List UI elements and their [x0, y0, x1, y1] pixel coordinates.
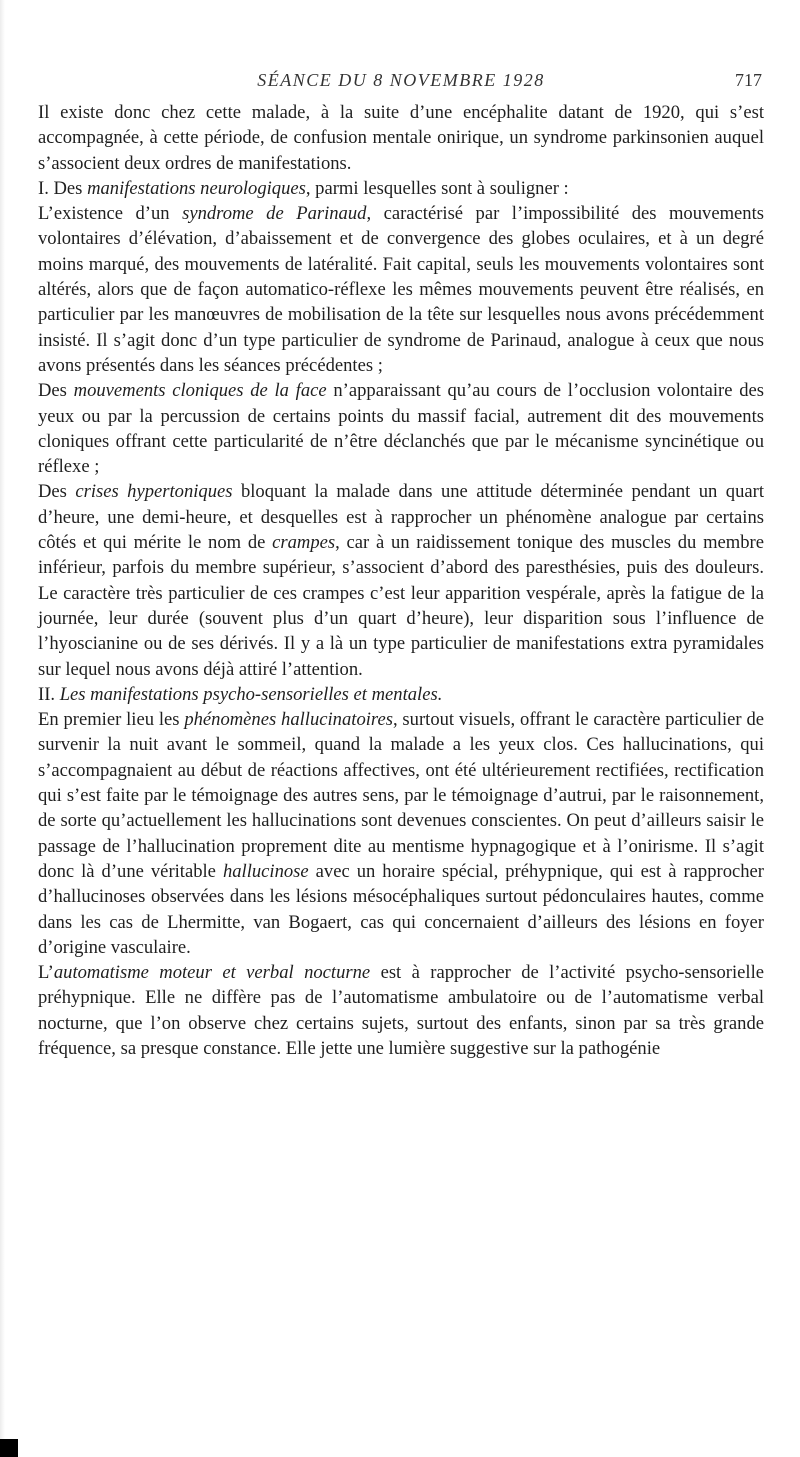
clonic-text: n’apparaissant qu’au cours de l’occlusion volontaire des yeux ou par la percussion de certains points du massif facial, autrement dit des mouvements cloniques offrant cette particularité de n’être déclanchés que par le mécanisme syncinétique ou réflexe ;: [38, 380, 764, 478]
clonic-prefix: Des: [38, 380, 74, 402]
parinaud-term: syndrome de Parinaud: [182, 203, 367, 225]
hallucinatory-term: phénomènes hallucinatoires: [184, 709, 393, 731]
hallucinose-term: hallucinose: [222, 860, 309, 882]
paragraph-nocturnal-automatism: [38, 960, 764, 1061]
automatism-term: automatisme moteur et verbal nocturne: [53, 962, 371, 984]
parinaud-prefix: L’existence d’un: [38, 203, 183, 225]
section-number-prefix: I. Des: [38, 177, 88, 199]
body-text: [38, 100, 764, 1061]
hypertonic-text: , car à un raidissement tonique des muscles du membre inférieur, parfois du membre supérieur, s’associent d’abord des paresthésies, puis des douleurs. Le caractère très particulier de ces crampes c’est leur apparition vespérale, après la fatigue de la journée, leur durée (souvent plus d’un quart d’heure), leur disparition sous l’influence de l’hyoscianine ou de ses dérivés. Il y a là un type particulier de manifestations extra pyramidales sur lequel nous avons déjà attiré l’attention.: [38, 532, 764, 680]
automatism-prefix: L’: [38, 962, 54, 984]
hypertonic-term: crises hypertoniques: [75, 481, 233, 503]
section-heading-psychosensory: [38, 682, 764, 707]
section-heading-rest: , parmi lesquelles sont à souligner :: [305, 177, 569, 199]
hallucinatory-text: avec un horaire spécial, préhypnique, qui est à rapprocher d’hallucinoses observées dans les lésions mésocéphaliques surtout pédonculaires hautes, comme dans les cas de Lhermitte, van Bogaert, cas qui concernaient d’ailleurs des lésions en foyer d’origine vasculaire.: [38, 860, 764, 958]
page-gutter-shadow: [0, 0, 5, 1457]
cramps-term: crampes: [272, 532, 336, 554]
paragraph-intro-text: Il existe donc chez cette malade, à la suite d’une encéphalite datant de 1920, qui s’est accompagnée, à cette période, de confusion mentale onirique, un syndrome parkinsonien auquel s’associent deux ordres de manifestations.: [38, 102, 764, 174]
paragraph-clonic-movements: [38, 378, 764, 479]
section-title-neurological: manifestations neurologiques: [87, 177, 306, 199]
automatism-text: est à rapprocher de l’activité psycho-sensorielle préhypnique. Elle ne diffère pas de l’automatisme ambulatoire ou de l’automatisme verbal nocturne, que l’on observe chez certains sujets, surtout des enfants, sinon par sa très grande fréquence, sa presque constance. Elle jette une lumière suggestive sur la pathogénie: [38, 962, 764, 1059]
paragraph-hallucinatory-phenomena: [38, 707, 764, 960]
section-heading-neurological: [38, 176, 764, 201]
paragraph-intro: [38, 100, 764, 176]
hallucinatory-middle-text: , surtout visuels, offrant le caractère particulier de survenir la nuit avant le sommeil, quand la malade a les yeux clos. Ces hallucinations, qui s’accompagnaient au début de réactions affectives, ont été ultérieurement rectifiées, rectification qui s’est faite par le témoignage des autres sens, par le témoignage d’autrui, par le raisonnement, de sorte qu’actuellement les hallucinations sont devenues conscientes. On peut d’ailleurs saisir le passage de l’hallucination proprement dite au mentisme hypnagogique et à l’onirisme. Il s’agit donc là d’une véritable: [38, 709, 764, 882]
clonic-term: mouvements cloniques de la face: [73, 380, 327, 402]
section-title-psychosensory: Les manifestations psycho-sensorielles et mentales.: [59, 683, 443, 705]
running-head: [40, 70, 762, 96]
paragraph-hypertonic-crises: [38, 479, 764, 681]
paragraph-parinaud: [38, 201, 764, 378]
hallucinatory-prefix: En premier lieu les: [38, 709, 185, 731]
section-two-number: II.: [38, 683, 60, 705]
parinaud-text: , caractérisé par l’impossibilité des mouvements volontaires d’élévation, d’abaissement et de convergence des globes oculaires, et à un degré moins marqué, des mouvements de latéralité. Fait capital, seuls les mouvements volontaires sont altérés, alors que de façon automatico-réflexe les mêmes mouvements peuvent être réalisés, en particulier par les manœuvres de mobilisation de la tête sur lesquelles nous avons précédemment insisté. Il s’agit donc d’un type particulier de syndrome de Parinaud, analogue à ceux que nous avons présentés dans les séances précédentes ;: [38, 203, 764, 376]
scan-edge-mark: [0, 1439, 18, 1457]
hypertonic-prefix: Des: [38, 481, 76, 503]
hypertonic-middle-text: bloquant la malade dans une attitude déterminée pendant un quart d’heure, une demi-heure, et desquelles est à rapprocher un phénomène analogue par certains côtés et qui mérite le nom de: [38, 481, 764, 554]
page-number: 717: [735, 70, 762, 90]
running-title: SÉANCE DU 8 NOVEMBRE 1928: [257, 70, 545, 90]
